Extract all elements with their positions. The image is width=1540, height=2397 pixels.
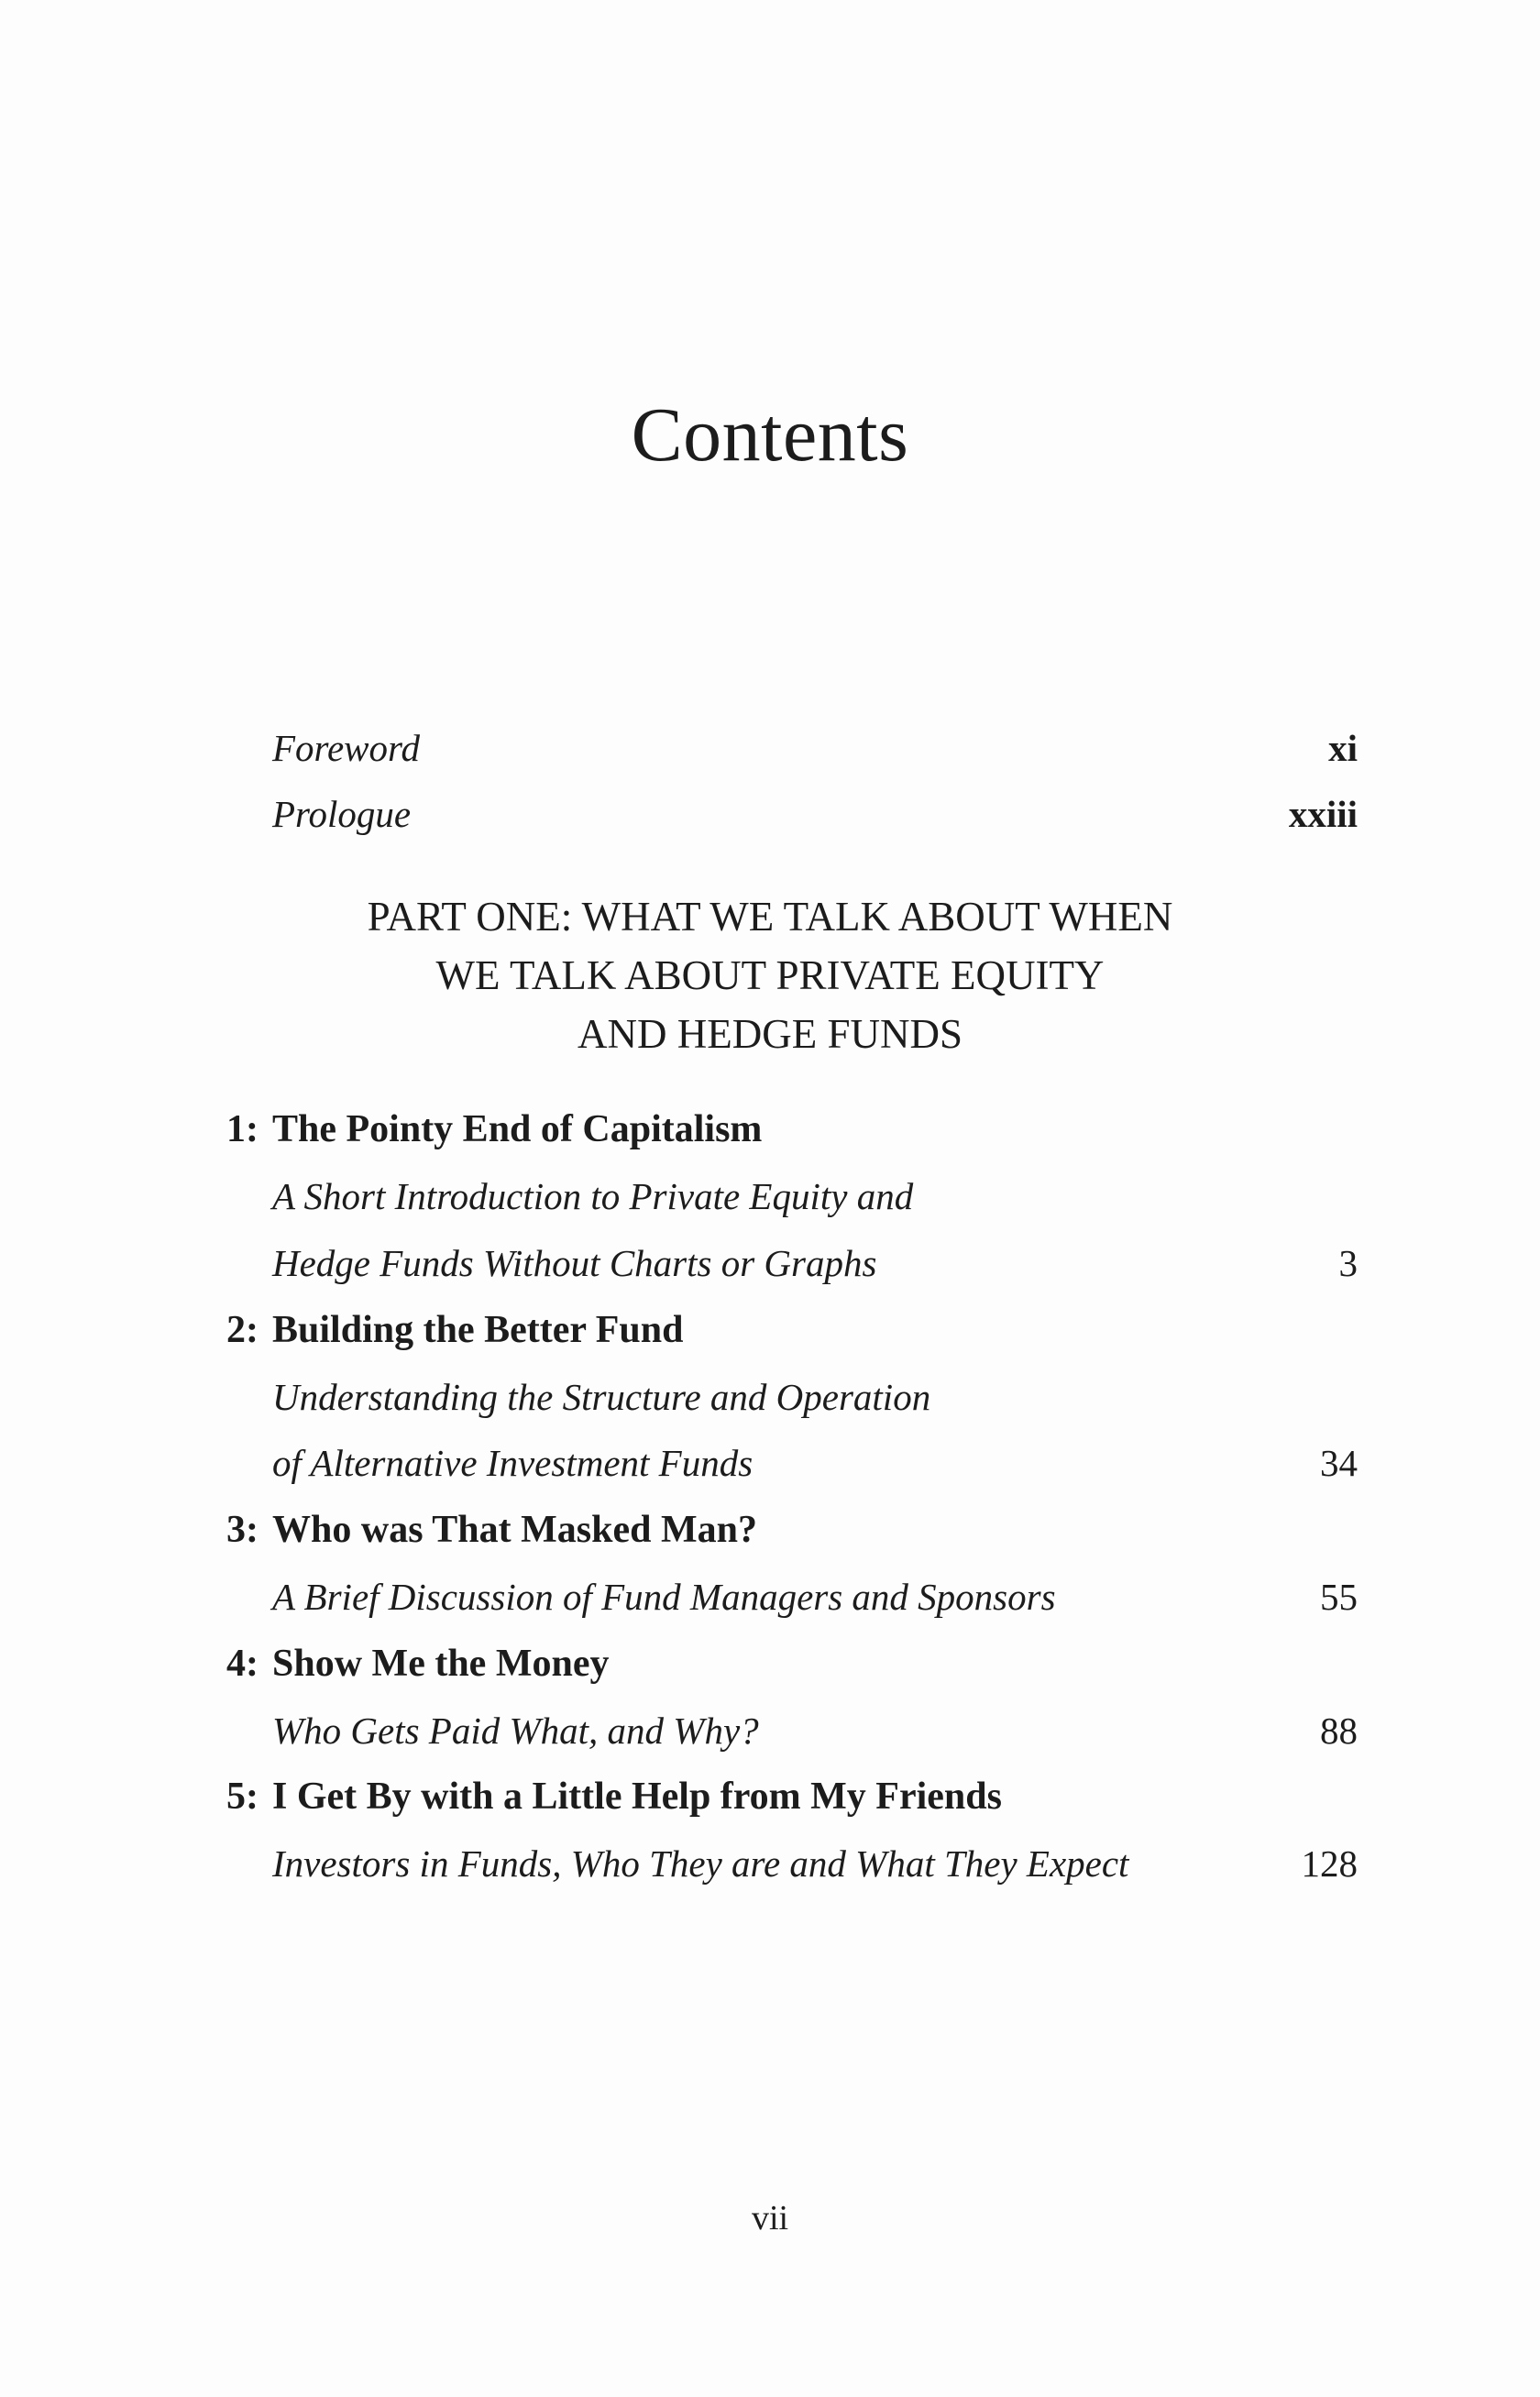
- chapter-page-number: 88: [1320, 1710, 1358, 1752]
- chapter-page-number: 128: [1301, 1842, 1358, 1885]
- chapter-number: 3:: [226, 1509, 258, 1551]
- chapter-title: Who was That Masked Man?: [272, 1509, 757, 1551]
- chapter-subtitle-line: A Short Introduction to Private Equity and: [272, 1175, 914, 1217]
- chapter-number: 2:: [226, 1309, 258, 1351]
- chapter-heading: [226, 1775, 1002, 1841]
- chapter-page-number: 34: [1320, 1442, 1358, 1484]
- toc-entry-prologue: [272, 792, 1358, 858]
- chapter-heading: [226, 1642, 609, 1708]
- chapter-subtitle-line: Understanding the Structure and Operation: [272, 1376, 931, 1418]
- chapter-subtitle-line: Investors in Funds, Who They are and What They Expect: [272, 1842, 1129, 1885]
- chapter-heading: [226, 1508, 757, 1574]
- chapter-title: The Pointy End of Capitalism: [272, 1108, 763, 1150]
- toc-entry-foreword: [272, 726, 1358, 792]
- chapter-subtitle-line: Hedge Funds Without Charts or Graphs: [272, 1242, 877, 1284]
- chapter-heading: [226, 1107, 762, 1173]
- part-heading-line: PART ONE: WHAT WE TALK ABOUT WHEN: [367, 894, 1173, 940]
- chapter-title: Building the Better Fund: [272, 1309, 684, 1351]
- chapter-subtitle: [272, 1441, 1358, 1507]
- entry-page-number: xi: [1328, 727, 1358, 769]
- entry-label: Prologue: [272, 793, 412, 835]
- chapter-subtitle: [272, 1575, 1358, 1641]
- chapter-number: 5:: [226, 1776, 258, 1818]
- page-number: vii: [751, 2199, 789, 2238]
- chapter-page-number: 55: [1320, 1576, 1358, 1618]
- chapter-page-number: 3: [1338, 1242, 1358, 1284]
- chapter-subtitle: [272, 1174, 1358, 1240]
- chapter-subtitle-line: A Brief Discussion of Fund Managers and Sponsors: [272, 1576, 1056, 1618]
- chapter-subtitle: [272, 1842, 1358, 1908]
- chapter-subtitle-line: of Alternative Investment Funds: [272, 1442, 754, 1484]
- chapter-heading: [226, 1308, 683, 1374]
- chapter-subtitle: [272, 1375, 1358, 1441]
- part-heading: [0, 887, 1540, 1063]
- chapter-subtitle: [272, 1241, 1358, 1307]
- part-heading-line: AND HEDGE FUNDS: [577, 1011, 962, 1057]
- chapter-subtitle-line: Who Gets Paid What, and Why?: [272, 1710, 759, 1752]
- chapter-number: 1:: [226, 1108, 258, 1150]
- part-heading-line: WE TALK ABOUT PRIVATE EQUITY: [435, 952, 1105, 998]
- chapter-title: I Get By with a Little Help from My Friends: [272, 1776, 1002, 1818]
- chapter-title: Show Me the Money: [272, 1643, 610, 1685]
- entry-page-number: xxiii: [1288, 793, 1358, 835]
- chapter-number: 4:: [226, 1643, 258, 1685]
- entry-label: Foreword: [272, 727, 420, 769]
- chapter-subtitle: [272, 1709, 1358, 1775]
- page-title: Contents: [631, 392, 909, 478]
